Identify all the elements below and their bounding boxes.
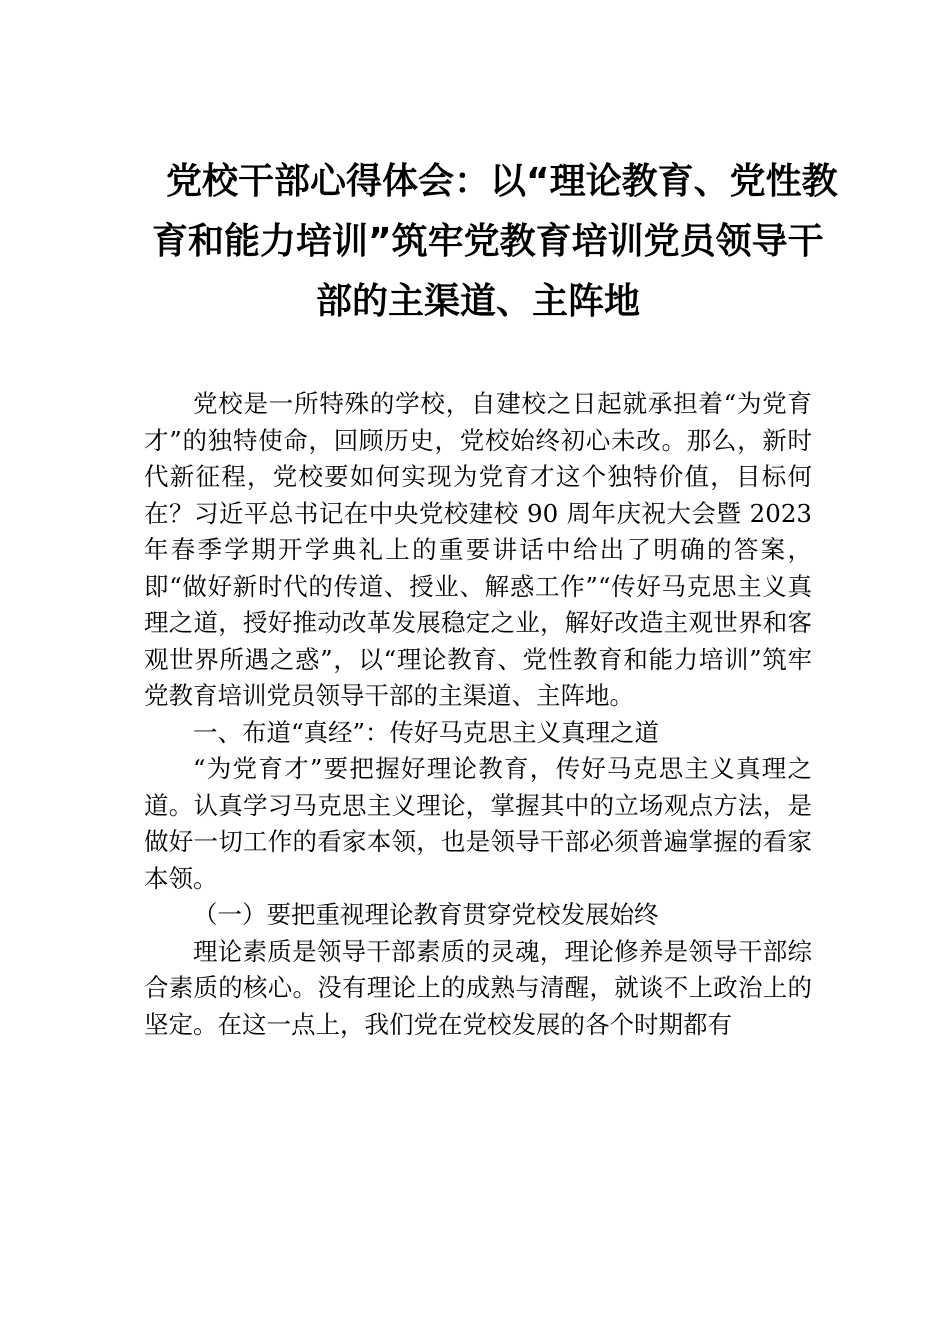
document-title bbox=[144, 152, 838, 332]
subsection-1-paragraph: 理论素质是领导干部素质的灵魂，理论修养是领导干部综合素质的核心。没有理论上的成熟与清醒，就谈不上政治上的坚定。在这一点上，我们党在党校发展的各个时期都有 bbox=[144, 936, 812, 1039]
title-line-2: 育和能力培训”筑牢党教育培训党员领导干 bbox=[152, 221, 824, 262]
title-line-1: 党校干部心得体会：以“理论教育、党性教 bbox=[166, 161, 838, 202]
intro-paragraph: 党校是一所特殊的学校，自建校之日起就承担着“为党育才”的独特使命，回顾历史，党校始终初心未改。那么，新时代新征程，党校要如何实现为党育才这个独特价值，目标何在？习近平总书记在中央党校建校 90 周年庆祝大会暨 2023 年春季学期开学典礼上的重要讲话中给出了明确的答案，即“做好新时代的传道、授业、解惑工作”“传好马克思主义真理之道，授好推动改革发展稳定之业，解好改造主观世界和客观世界所遇之惑”，以“理论教育、党性教育和能力培训”筑牢党教育培训党员领导干部的主渠道、主阵地。 bbox=[144, 389, 812, 710]
subsection-heading-1: （一）要把重视理论教育贯穿党校发展始终 bbox=[193, 900, 659, 929]
section-heading-1: 一、布道“真经”：传好马克思主义真理之道 bbox=[193, 717, 660, 747]
document-body bbox=[144, 386, 812, 1043]
title-line-3: 部的主渠道、主阵地 bbox=[315, 281, 640, 322]
section-1-paragraph: “为党育才”要把握好理论教育，传好马克思主义真理之道。认真学习马克思主义理论，掌握其中的立场观点方法，是做好一切工作的看家本领，也是领导干部必须普遍掌握的看家本领。 bbox=[144, 754, 812, 893]
